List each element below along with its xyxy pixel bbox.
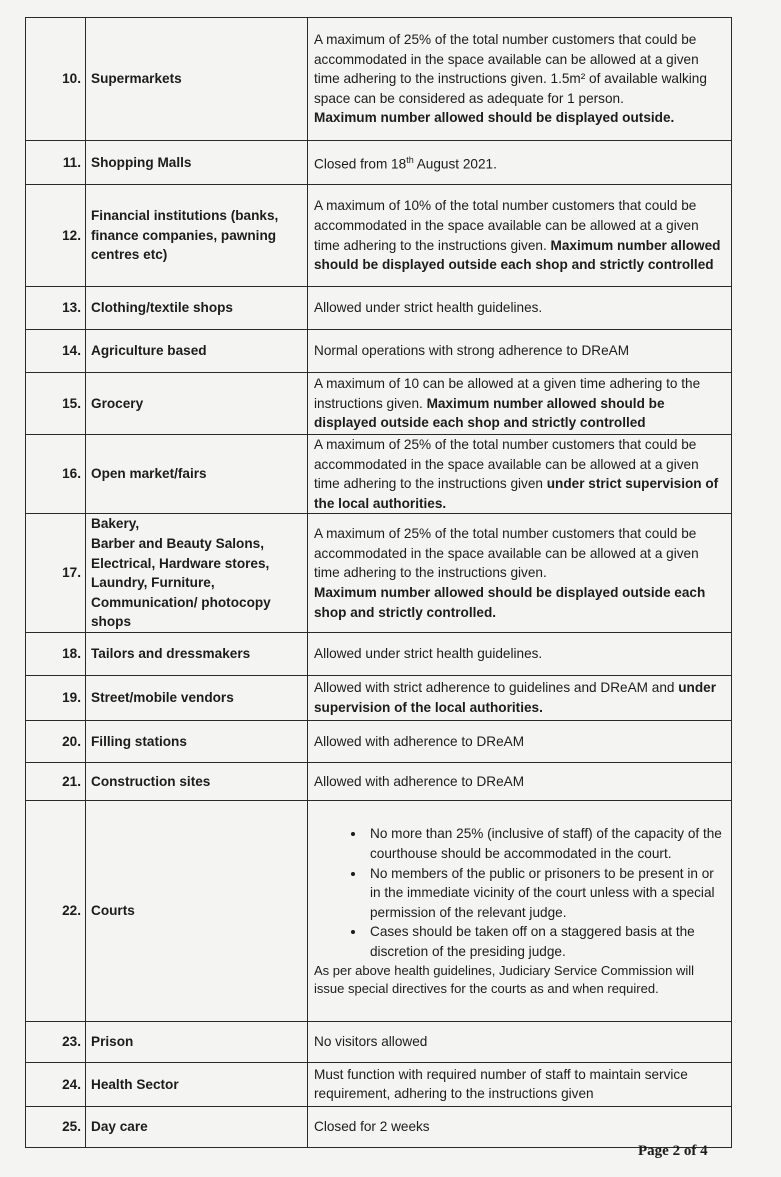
- rule-description: [308, 373, 732, 435]
- table-row: [26, 141, 732, 185]
- rule-text-bold: Maximum number allowed should be displayed outside.: [314, 110, 675, 126]
- rule-description: Allowed under strict health guidelines.: [308, 287, 732, 330]
- rule-text: A maximum of 25% of the total number customers that could be accommodated in the space available can be allowed at a given time adhering to the instructions given: [314, 437, 699, 492]
- rule-description: [308, 141, 732, 185]
- table-row: [26, 1021, 732, 1062]
- sector-name-line: Barber and Beauty Salons,: [91, 535, 264, 551]
- sector-name: Supermarkets: [86, 18, 308, 141]
- table-row: [26, 632, 732, 675]
- sector-name: Agriculture based: [86, 330, 308, 373]
- rule-text-bold: under strict supervision of the local authorities.: [314, 476, 719, 511]
- table-row: [26, 330, 732, 373]
- rule-description: No visitors allowed: [308, 1021, 732, 1062]
- sector-name: Prison: [86, 1021, 308, 1062]
- rule-description: Allowed with adherence to DReAM: [308, 720, 732, 762]
- rule-description: [308, 675, 732, 720]
- rule-text-bold: Maximum number allowed should be displayed outside each shop and strictly controlled: [314, 237, 721, 273]
- rule-description: Must function with required number of staff to maintain service requirement, adhering to the instructions given: [308, 1062, 732, 1106]
- row-number: 15.: [26, 373, 86, 435]
- row-number: 24.: [26, 1062, 86, 1106]
- row-number: 11.: [26, 141, 86, 185]
- rule-description: Normal operations with strong adherence to DReAM: [308, 330, 732, 373]
- sector-name-line: Bakery,: [91, 516, 140, 532]
- table-row: [26, 18, 732, 141]
- row-number: 12.: [26, 185, 86, 287]
- rule-text-bold: Maximum number allowed should be displayed outside each shop and strictly controlled: [314, 395, 665, 431]
- table-row: [26, 514, 732, 633]
- row-number: 18.: [26, 632, 86, 675]
- table-row: [26, 373, 732, 435]
- sector-name: Shopping Malls: [86, 141, 308, 185]
- sector-name: [86, 514, 308, 633]
- table-row: [26, 287, 732, 330]
- rule-text: A maximum of 10 can be allowed at a given time adhering to the instructions given.: [314, 376, 701, 411]
- table-row: [26, 800, 732, 1021]
- bullet-list: [314, 824, 727, 961]
- row-number: 22.: [26, 800, 86, 1021]
- rule-description: Closed for 2 weeks: [308, 1106, 732, 1147]
- sector-name: Financial institutions (banks, finance companies, pawning centres etc): [86, 185, 308, 287]
- row-number: 13.: [26, 287, 86, 330]
- sector-name-line: Electrical, Hardware stores,: [91, 555, 270, 571]
- bullet-item: • No members of the public or prisoners to be present in or in the immediate vicinity of the court unless with a special permission of the relevant judge.: [366, 864, 727, 923]
- table-row: [26, 720, 732, 762]
- sector-name-line: Laundry, Furniture,: [91, 575, 215, 591]
- table-row: [26, 185, 732, 287]
- page-number: Page 2 of 4: [638, 1143, 708, 1159]
- table-row: [26, 762, 732, 800]
- sector-name: Day care: [86, 1106, 308, 1147]
- row-number: 21.: [26, 762, 86, 800]
- sector-name: Street/mobile vendors: [86, 675, 308, 720]
- rule-text: A maximum of 25% of the total number customers that could be accommodated in the space available can be allowed at a given time adhering to the instructions given. 1.5m² of available walking space can be considered as adequate for 1 person.: [314, 32, 707, 106]
- sector-name: Construction sites: [86, 762, 308, 800]
- rule-description: [308, 185, 732, 287]
- table-row: [26, 1106, 732, 1147]
- row-number: 16.: [26, 435, 86, 514]
- rule-description: Allowed under strict health guidelines.: [308, 632, 732, 675]
- table-row: [26, 1062, 732, 1106]
- rule-description: Allowed with adherence to DReAM: [308, 762, 732, 800]
- ordinal-suffix: th: [406, 154, 414, 165]
- rule-text-end: August 2021.: [413, 156, 497, 172]
- rule-description: [308, 514, 732, 633]
- sector-name: Grocery: [86, 373, 308, 435]
- rule-text: A maximum of 10% of the total number customers that could be accommodated in the space available can be allowed at a given time adhering to the instructions given.: [314, 198, 699, 253]
- row-number: 23.: [26, 1021, 86, 1062]
- table-row: [26, 675, 732, 720]
- sector-name: Tailors and dressmakers: [86, 632, 308, 675]
- row-number: 25.: [26, 1106, 86, 1147]
- rule-description: [308, 435, 732, 514]
- court-note: As per above health guidelines, Judiciary Service Commission will issue special directives for the courts as and when required.: [314, 962, 695, 996]
- rule-text-bold: Maximum number allowed should be displayed outside each shop and strictly controlled.: [314, 584, 706, 620]
- row-number: 14.: [26, 330, 86, 373]
- rule-text: A maximum of 25% of the total number customers that could be accommodated in the space available can be allowed at a given time adhering to the instructions given.: [314, 526, 699, 581]
- sector-name-line: Communication/ photocopy shops: [91, 594, 271, 630]
- rule-text: Closed from 18: [314, 156, 407, 172]
- row-number: 17.: [26, 514, 86, 633]
- guidelines-table: [25, 17, 732, 1148]
- sector-name: Filling stations: [86, 720, 308, 762]
- row-number: 19.: [26, 675, 86, 720]
- row-number: 10.: [26, 18, 86, 141]
- rule-description: [308, 800, 732, 1021]
- sector-name: Clothing/textile shops: [86, 287, 308, 330]
- sector-name: Courts: [86, 800, 308, 1021]
- table-row: [26, 435, 732, 514]
- rule-text: Allowed with strict adherence to guidelines and DReAM and: [314, 680, 675, 696]
- row-number: 20.: [26, 720, 86, 762]
- rule-text-bold: under supervision of the local authorities.: [314, 680, 716, 715]
- rule-description: [308, 18, 732, 141]
- sector-name: Open market/fairs: [86, 435, 308, 514]
- sector-name: Health Sector: [86, 1062, 308, 1106]
- bullet-item: • No more than 25% (inclusive of staff) of the capacity of the courthouse should be accommodated in the court.: [366, 824, 727, 863]
- bullet-item: • Cases should be taken off on a staggered basis at the discretion of the presiding judge.: [366, 922, 727, 961]
